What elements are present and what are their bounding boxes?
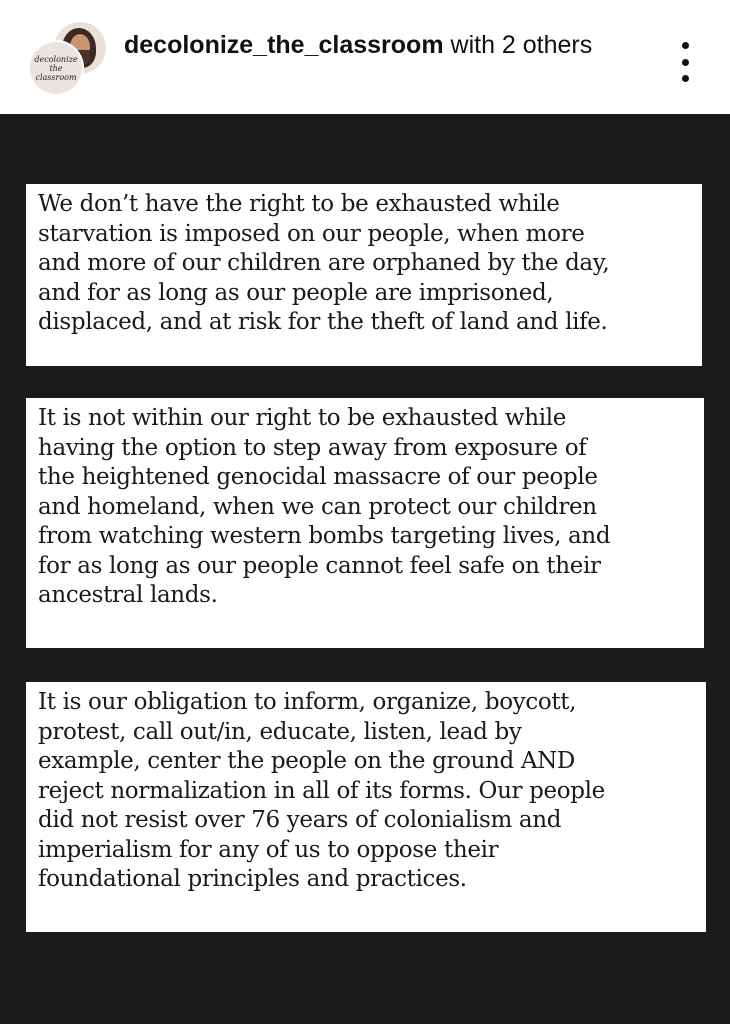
- quote-line: having the option to step away from exposure of: [38, 434, 587, 461]
- more-dot: [682, 42, 689, 49]
- quote-line: for as long as our people cannot feel safe on their: [38, 552, 601, 579]
- quote-line: and homeland, when we can protect our children: [38, 493, 597, 520]
- more-dot: [682, 75, 689, 82]
- quote-line: example, center the people on the ground AND: [38, 748, 575, 774]
- more-vertical-icon[interactable]: [676, 42, 694, 82]
- quote-line: did not resist over 76 years of colonialism and: [38, 807, 562, 833]
- quote-line: reject normalization in all of its forms. Our people: [38, 777, 605, 804]
- avatar-logo-line-3: classroom: [35, 72, 77, 82]
- quote-line: and for as long as our people are imprisoned,: [38, 279, 554, 306]
- quote-line: starvation is imposed on our people, when more: [38, 220, 585, 247]
- quote-line: It is our obligation to inform, organize, boycott,: [38, 689, 577, 715]
- quote-block-3: [26, 682, 706, 932]
- collab-avatars[interactable]: [28, 20, 108, 100]
- post-author-line: [124, 30, 594, 61]
- post-header: [0, 0, 730, 114]
- quote-line: We don’t have the right to be exhausted while: [38, 191, 560, 217]
- quote-line: ancestral lands.: [38, 582, 218, 608]
- quote-line: the heightened genocidal massacre of our people: [38, 464, 598, 490]
- collaborators-text[interactable]: with 2 others: [443, 31, 593, 59]
- quote-line: displaced, and at risk for the theft of land and life.: [38, 309, 608, 335]
- avatar-logo-line-2: the: [49, 63, 63, 73]
- username-link[interactable]: decolonize_the_classroom: [124, 31, 444, 59]
- quote-line: It is not within our right to be exhausted while: [38, 405, 566, 431]
- quote-line: foundational principles and practices.: [38, 866, 467, 892]
- quote-block-1: [26, 184, 702, 366]
- quote-block-2: [26, 398, 704, 648]
- quote-line: and more of our children are orphaned by the day,: [38, 250, 610, 276]
- avatar-decolonize-logo[interactable]: [28, 40, 84, 96]
- avatar-logo-line-1: decolonize: [34, 54, 78, 64]
- quote-line: from watching western bombs targeting lives, and: [38, 523, 611, 549]
- more-dot: [682, 59, 689, 66]
- quote-line: imperialism for any of us to oppose their: [38, 836, 499, 863]
- quote-line: protest, call out/in, educate, listen, lead by: [38, 718, 522, 745]
